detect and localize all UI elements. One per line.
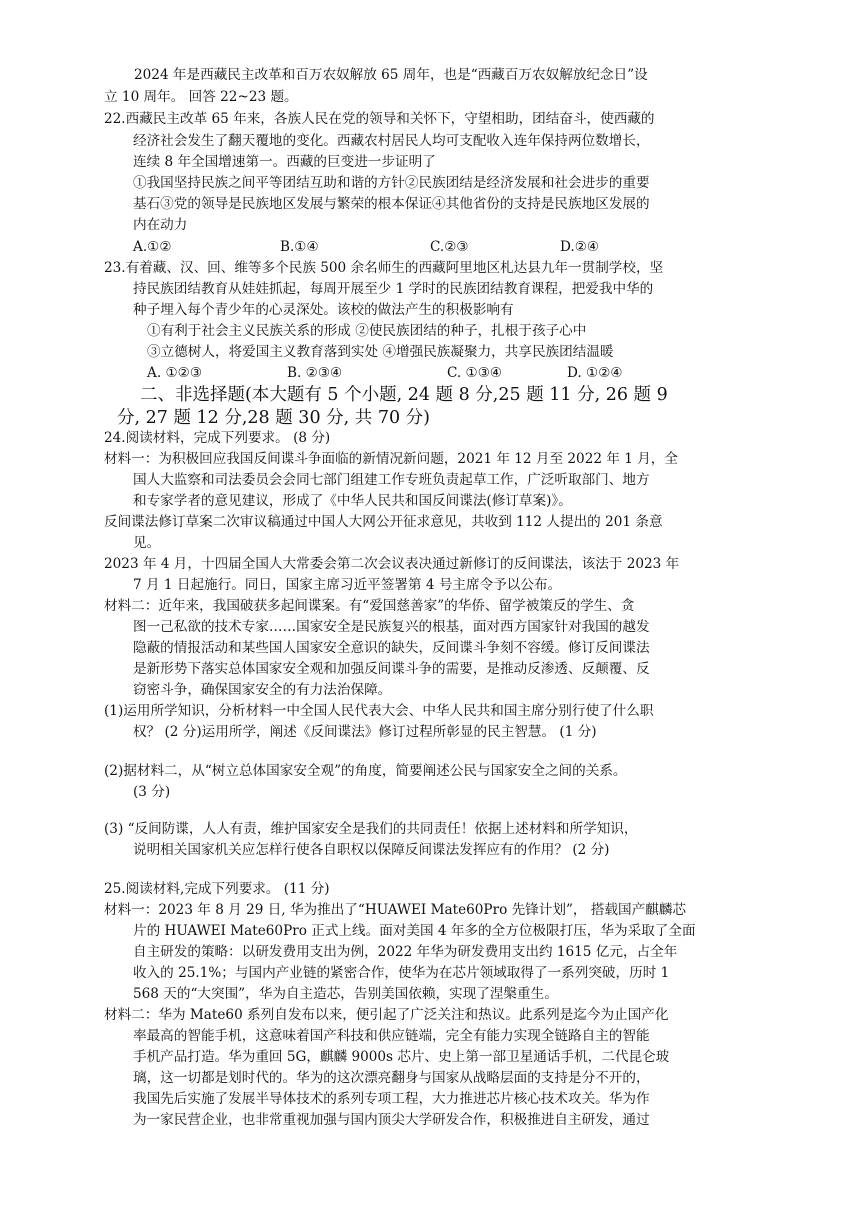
text-line-q23_oA: A. ①②③ [147, 365, 203, 381]
text-line-n1_4: 收入的 25.1%；与国内产业链的紧密合作，使华为在芯片领域取得了一系列突破，历时 1 [133, 965, 670, 981]
text-line-m1_3: 和专家学者的意见建议，形成了《中华人民共和国反间谍法(修订草案)》。 [133, 493, 572, 509]
text-line-q24_h: 24.阅读材料，完成下列要求。 (8 分) [104, 430, 331, 446]
text-line-q22_oD: D.②④ [560, 239, 600, 255]
text-line-q22_2: 经济社会发生了翻天覆地的变化。西藏农村居民人均可支配收入连年保持两位数增长， [133, 133, 650, 149]
text-line-m1_5: 见。 [133, 535, 161, 551]
text-line-q22_5: 基石③党的领导是民族地区发展与繁荣的根本保证④其他省份的支持是民族地区发展的 [133, 196, 650, 212]
text-line-n2_6: 为一家民营企业，也非常重视加强与国内顶尖大学研发合作，积极推进自主研发，通过 [133, 1112, 650, 1128]
text-line-q24_1a: (1)运用所学知识，分析材料一中全国人民代表大会、中华人民共和国主席分别行使了什么职 [104, 703, 654, 719]
text-line-q22_6: 内在动力 [133, 217, 188, 233]
text-line-m2_1: 材料二：近年来，我国破获多起间谍案。有“爱国慈善家”的华侨、留学被策反的学生、贪 [104, 598, 635, 614]
text-line-sec2_2: 分, 27 题 12 分,28 题 30 分, 共 70 分) [117, 408, 430, 428]
text-line-n1_1: 材料一：2023 年 8 月 29 日, 华为推出了“HUAWEI Mate60Pro 先锋计划”， 搭载国产麒麟芯 [104, 902, 686, 918]
text-line-q24_1b: 权？ (2 分)运用所学，阐述《反间谍法》修订过程所彰显的民主智慧。 (1 分) [133, 724, 597, 740]
text-line-m1_7: 7 月 1 日起施行。同日，国家主席习近平签署第 4 号主席令予以公布。 [133, 577, 562, 593]
text-line-n2_2: 率最高的智能手机，这意味着国产科技和供应链端，完全有能力实现全链路自主的智能 [133, 1028, 650, 1044]
text-line-n2_4: 璃，这一切都是划时代的。华为的这次漂亮翻身与国家从战略层面的支持是分不开的， [133, 1070, 650, 1086]
text-line-m1_1: 材料一：为积极回应我国反间谍斗争面临的新情况新问题，2021 年 12 月至 2022 年 1 月，全 [104, 451, 678, 467]
text-line-n2_1: 材料二：华为 Mate60 系列自发布以来，便引起了广泛关注和热议。此系列是迄今为止国产化 [104, 1007, 669, 1023]
text-line-intro2: 立 10 周年。 回答 22~23 题。 [104, 89, 298, 105]
text-line-intro1: 2024 年是西藏民主改革和百万农奴解放 65 周年，也是“西藏百万农奴解放纪念日”设 [134, 67, 648, 83]
text-line-q23_oB: B. ②③④ [287, 365, 343, 381]
text-line-q23_oD: D. ①②④ [567, 365, 623, 381]
text-line-m1_4: 反间谍法修订草案二次审议稿通过中国人大网公开征求意见，共收到 112 人提出的 201 条意 [104, 514, 663, 530]
text-line-n2_5: 我国先后实施了发展半导体技术的系列专项工程，大力推进芯片核心技术攻关。华为作 [133, 1091, 650, 1107]
text-line-q23_1: 23.有着藏、汉、回、维等多个民族 500 余名师生的西藏阿里地区札达县九年一贯制学校，坚 [104, 260, 664, 276]
text-line-n2_3: 手机产品打造。华为重回 5G，麒麟 9000s 芯片、史上第一部卫星通话手机，二代昆仑玻 [133, 1049, 670, 1065]
text-line-m2_2: 图一己私欲的技术专家……国家安全是民族复兴的根基，面对西方国家针对我国的越发 [133, 619, 650, 635]
text-line-q23_4: ①有利于社会主义民族关系的形成 ②使民族团结的种子，扎根于孩子心中 [147, 323, 587, 339]
text-line-q22_oA: A.①② [133, 239, 172, 255]
text-line-q24_2b: (3 分) [133, 784, 171, 800]
text-line-n1_3: 自主研发的策略：以研发费用支出为例，2022 年华为研发费用支出约 1615 亿元，占全年 [133, 944, 678, 960]
text-line-q22_3: 连续 8 年全国增速第一。西藏的巨变进一步证明了 [133, 154, 436, 170]
text-line-q24_2a: (2)据材料二，从“树立总体国家安全观”的角度，简要阐述公民与国家安全之间的关系。 [104, 763, 627, 779]
text-line-sec2_1: 二、非选择题(本大题有 5 个小题, 24 题 8 分,25 题 11 分, 26 题 9 [140, 385, 668, 405]
text-line-q23_3: 种子埋入每个青少年的心灵深处。该校的做法产生的积极影响有 [133, 302, 514, 318]
text-line-m2_4: 是新形势下落实总体国家安全观和加强反间谍斗争的需要，是推动反渗透、反颠覆、反 [133, 661, 650, 677]
text-line-q22_1: 22.西藏民主改革 65 年来，各族人民在党的领导和关怀下，守望相助，团结奋斗，使西藏的 [104, 111, 655, 127]
text-line-m1_2: 国人大监察和司法委员会会同七部门组建工作专班负责起草工作，广泛听取部门、地方 [133, 472, 650, 488]
text-line-n1_2: 片的 HUAWEI Mate60Pro 正式上线。面对美国 4 年多的全方位极限打压，华为采取了全面 [133, 923, 696, 939]
text-line-q22_oB: B.①④ [280, 239, 319, 255]
text-line-q23_5: ③立德树人，将爱国主义教育落到实处 ④增强民族凝聚力，共享民族团结温暖 [147, 344, 614, 360]
text-line-q22_4: ①我国坚持民族之间平等团结互助和谐的方针②民族团结是经济发展和社会进步的重要 [133, 175, 650, 191]
text-line-n1_5: 568 天的“大突围”，华为自主造芯，告别美国依赖，实现了涅槃重生。 [133, 986, 558, 1002]
text-line-q25_h: 25.阅读材料,完成下列要求。 (11 分) [104, 881, 330, 897]
text-line-q23_2: 持民族团结教育从娃娃抓起，每周开展至少 1 学时的民族团结教育课程，把爱我中华的 [133, 281, 654, 297]
text-line-q24_3b: 说明相关国家机关应怎样行使各自职权以保障反间谍法发挥应有的作用？ (2 分) [133, 842, 610, 858]
text-line-m1_6: 2023 年 4 月，十四届全国人大常委会第二次会议表决通过新修订的反间谍法，该法于 2023 年 [104, 556, 680, 572]
text-line-m2_3: 隐蔽的情报活动和某些国人国家安全意识的缺失，反间谍斗争刻不容缓。修订反间谍法 [133, 640, 650, 656]
text-line-q22_oC: C.②③ [430, 239, 469, 255]
text-line-q24_3a: (3) “反间防谍，人人有责，维护国家安全是我们的共同责任！依据上述材料和所学知识， [104, 821, 638, 837]
text-line-m2_5: 窃密斗争，确保国家安全的有力法治保障。 [133, 682, 392, 698]
text-line-q23_oC: C. ①③④ [447, 365, 503, 381]
